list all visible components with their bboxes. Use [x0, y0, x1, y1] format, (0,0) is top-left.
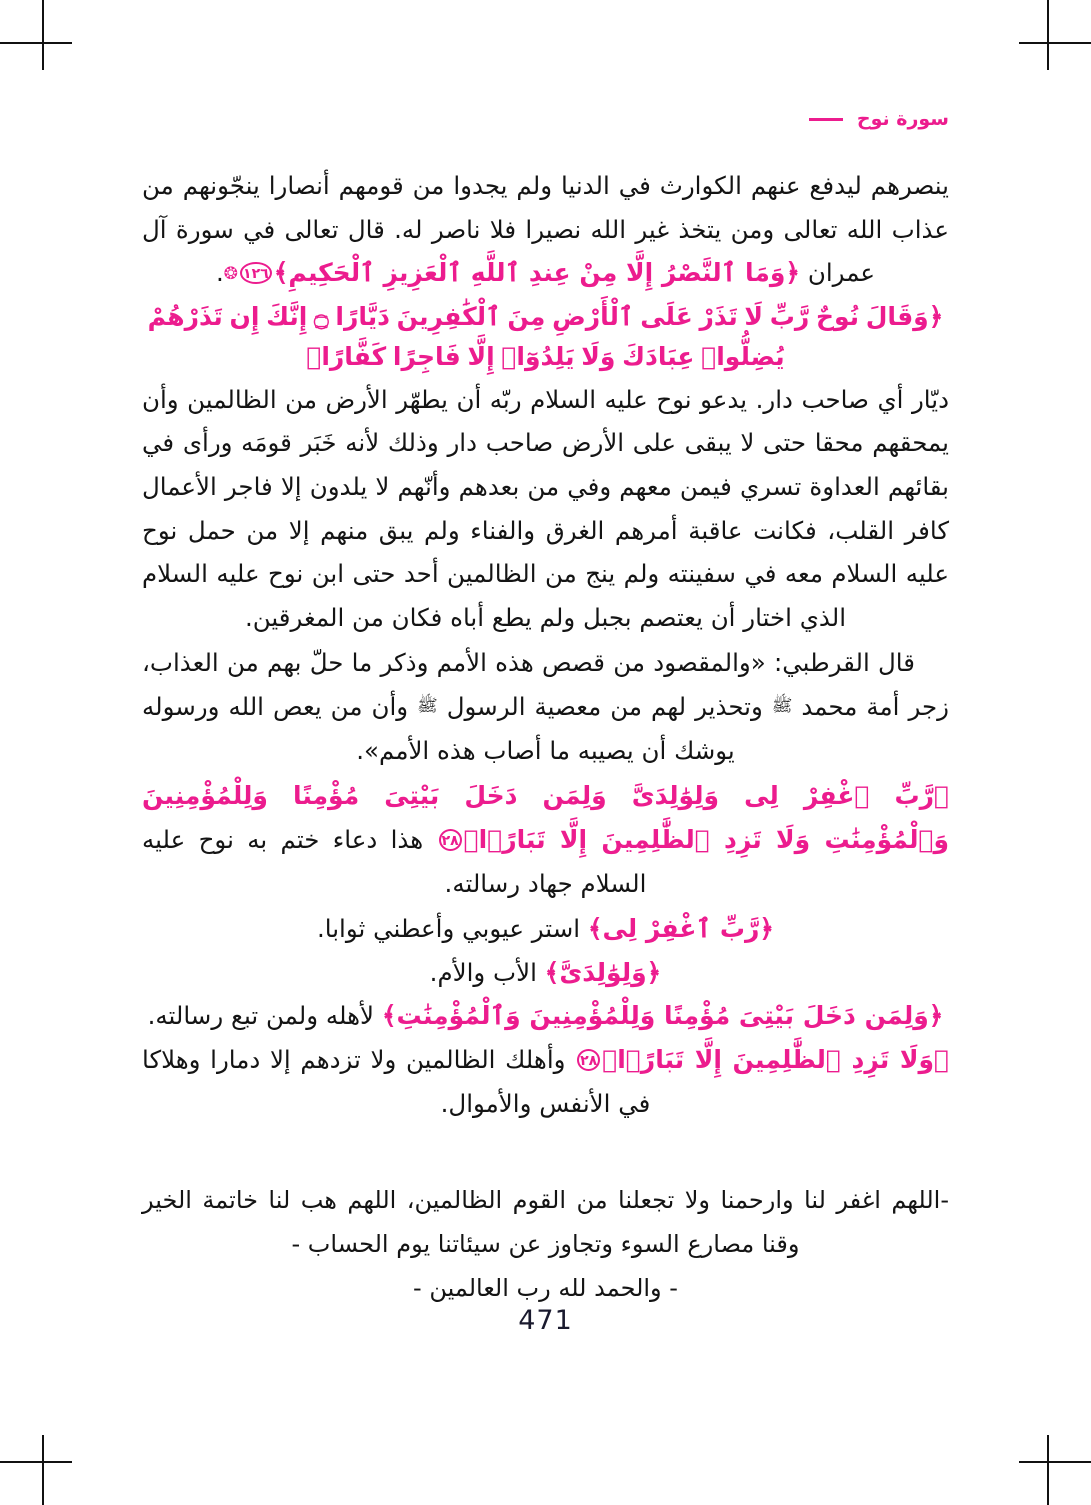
crop-mark-top-left-horizontal [0, 42, 72, 44]
quran-quote-nuh-26-27 [142, 297, 949, 378]
crop-mark-bottom-left-horizontal [0, 1461, 72, 1463]
page-number: 471 [518, 1305, 573, 1336]
gloss-explanation: الأب والأم. [429, 957, 537, 987]
paragraph-4-text: هذا دعاء ختم به نوح عليه السلام جهاد رسالته. [142, 824, 647, 898]
page-content [142, 100, 949, 1310]
quran-quote-nuh-28: ﴿رَّبِّ ٱغْفِرْ لِى وَلِوَٰلِدَىَّ وَلِمَن دَخَلَ بَيْتِىَ مُؤْمِنًا وَلِلْمُؤْمِنِينَ وَٱلْمُؤْمِنَٰتِ وَلَا تَزِدِ ٱلظَّٰلِمِينَ إِلَّا تَبَارًۢا﴾ [142, 781, 949, 854]
gloss-line [142, 951, 949, 995]
closing-hamdalah-line: - والحمد لله رب العالمين - [413, 1273, 678, 1302]
crop-mark-bottom-right-horizontal [1019, 1461, 1091, 1463]
gloss-quran-fragment: ﴿وَلِوَٰلِدَىَّ﴾ [544, 957, 662, 987]
qurtubi-text-b: وتحذير لهم من معصية الرسول [446, 692, 763, 722]
crop-mark-bottom-left-vertical [42, 1435, 44, 1505]
paragraph-2-text: ديّار أي صاحب دار. يدعو نوح عليه السلام ربّه أن يطهّر الأرض من الظالمين وأن يمحقهم محقا حتى لا يبقى على الأرض صاحب دار وذلك لأنه خَبَر قومَه ورأى في بقائهم العداوة تسري فيمن معهم وفي من بعدهم وأنّهم لا يلدون إلا فاجر الأعمال كافر القلب، فكانت عاقبة أمرهم الغرق والفناء ولم يبق منهم إلا من حمل نوح عليه السلام معه في سفينته ولم ينج من الظالمين أحد حتى ابن نوح عليه السلام الذي اختار أن يعتصم بجبل ولم يطع أباه فكان من المغرقين. [142, 384, 949, 632]
crop-mark-top-right-horizontal [1019, 42, 1091, 44]
crop-mark-bottom-right-vertical [1047, 1435, 1049, 1505]
gloss-quran-fragment: ﴿رَّبِّ ٱغْفِرْ لِى﴾ [587, 914, 774, 944]
gloss-line [142, 994, 949, 1038]
crop-mark-top-right-vertical [1047, 0, 1049, 70]
gloss-explanation: لأهله ولمن تبع رسالته. [147, 1001, 375, 1031]
gloss-quran-fragment: ﴿وَلِمَن دَخَلَ بَيْتِىَ مُؤْمِنًا وَلِلْمُؤْمِنِينَ وَٱلْمُؤْمِنَٰتِ﴾ [381, 1001, 944, 1031]
verse-end-ornament-icon: ❂ [223, 264, 239, 285]
ayah-number-nuh-28: ٢٨ [439, 829, 462, 851]
ayah-number-ali-imran-126: ١٢٦ [240, 262, 272, 284]
paragraph-1-text-b: . [216, 258, 224, 288]
crop-mark-top-left-vertical [42, 0, 44, 70]
paragraph-tafsir-1 [142, 164, 949, 295]
quran-quote-nuh-26-27-text: ﴿وَقَالَ نُوحٌ رَّبِّ لَا تَذَرْ عَلَى ٱلْأَرْضِ مِنَ ٱلْكَٰفِرِينَ دَيَّارًا ۝ إِنَّكَ إِن تَذَرْهُمْ يُضِلُّوا۟ عِبَادَكَ وَلَا يَلِدُوٓا۟ إِلَّا فَاجِرًا كَفَّارًا﴾ [147, 301, 944, 372]
surah-title: سورة نوح [856, 107, 949, 130]
gloss-quran-fragment: ﴿وَلَا تَزِدِ ٱلظَّٰلِمِينَ إِلَّا تَبَارًۢا﴾ [602, 1044, 949, 1074]
ayah-number-gloss-28: ٢٨ [577, 1049, 600, 1071]
gloss-explanation: استر عيوبي وأعطني ثوابا. [316, 914, 581, 944]
closing-dua-line-1: -اللهم اغفر لنا وارحمنا ولا تجعلنا من القوم الظالمين، اللهم هب لنا خاتمة الخير وقنا مصارع السوء وتجاوز عن سيئاتنا يوم الحساب - [142, 1186, 949, 1258]
paragraph-tafsir-2 [142, 378, 949, 640]
paragraph-qurtubi-quote [142, 641, 949, 772]
paragraph-nuh-28 [142, 774, 949, 905]
gloss-line [142, 1038, 949, 1125]
qurtubi-text-c: وأن من يعص الله ورسوله يوشك أن يصيبه ما أصاب هذه الأمم». [142, 692, 735, 765]
quran-quote-ali-imran: ﴿وَمَا ٱلنَّصْرُ إِلَّا مِنْ عِندِ ٱللَّهِ ٱلْعَزِيزِ ٱلْحَكِيمِ﴾ [273, 258, 801, 288]
paragraph-1-text-a: ينصرهم ليدفع عنهم الكوارث في الدنيا ولم يجدوا من قومهم أنصارا ينجّونهم من عذاب الله تعالى ومن يتخذ غير الله نصيرا فلا ناصر له. قال تعالى في سورة آل عمران [142, 171, 949, 288]
running-head [142, 100, 949, 138]
sallallahu-alayhi-wasallam-icon-1: ﷺ [771, 696, 793, 717]
qurtubi-text-a: قال القرطبي: «والمقصود من قصص هذه الأمم وذكر ما حلّ بهم من العذاب، زجر أمة محمد [142, 648, 949, 722]
header-rule-icon [809, 118, 843, 121]
sallallahu-alayhi-wasallam-icon-2: ﷺ [417, 696, 438, 717]
closing-dua-block [142, 1179, 949, 1310]
gloss-explanation: وأهلك الظالمين ولا تزدهم إلا دمارا وهلاكا في الأنفس والأموال. [142, 1044, 651, 1118]
gloss-line [142, 907, 949, 951]
